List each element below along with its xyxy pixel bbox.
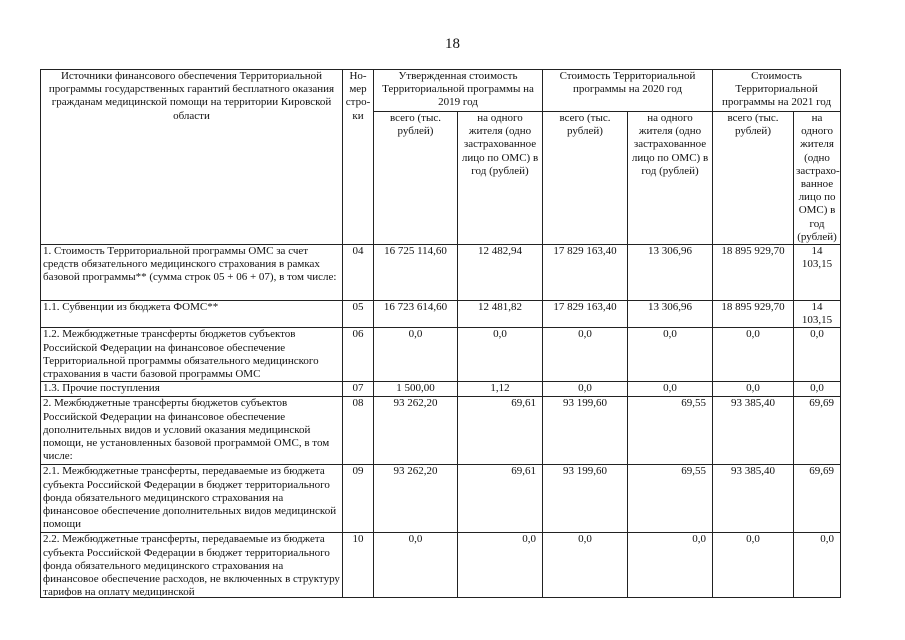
per-capita-2019: 12 481,82 <box>458 301 543 328</box>
header-period-2019: Утвержденная стоимость Территориальной программы на 2019 год <box>374 70 543 112</box>
header-total-2019: всего (тыс. рублей) <box>374 112 458 245</box>
header-row-1 <box>41 70 841 112</box>
per-capita-2021: 69,69 <box>794 465 841 533</box>
per-capita-2020: 0,0 <box>628 328 713 382</box>
row-source: 2. Межбюджетные трансферты бюджетов субъектов Российской Федерации на финансовое обеспечение дополнительных видов и условий оказания медицинской помощи, не установленных базовой программой ОМС, в том числе: <box>41 397 343 465</box>
header-row-number: Но-мер стро-ки <box>343 70 374 245</box>
total-2019: 16 725 114,60 <box>374 245 458 301</box>
row-source: 2.1. Межбюджетные трансферты, передаваемые из бюджета субъекта Российской Федерации в бюджет территориального фонда обязательного медицинского страхования на финансовое обеспечение дополнительных видов медицинской помощи <box>41 465 343 533</box>
header-total-2020: всего (тыс. рублей) <box>543 112 628 245</box>
row-code: 08 <box>343 397 374 465</box>
header-per-capita-2020: на одного жителя (одно застрахованное лицо по ОМС) в год (рублей) <box>628 112 713 245</box>
total-2020: 0,0 <box>543 328 628 382</box>
row-source <box>41 533 343 598</box>
per-capita-2021: 69,69 <box>794 397 841 465</box>
total-2019: 0,0 <box>374 533 458 598</box>
per-capita-2020: 13 306,96 <box>628 245 713 301</box>
header-per-capita-2019: на одного жителя (одно застрахованное лицо по ОМС) в год (рублей) <box>458 112 543 245</box>
total-2021: 93 385,40 <box>713 397 794 465</box>
total-2020: 93 199,60 <box>543 465 628 533</box>
total-2021: 0,0 <box>713 533 794 598</box>
row-code: 05 <box>343 301 374 328</box>
total-2020: 93 199,60 <box>543 397 628 465</box>
row-code: 07 <box>343 382 374 397</box>
row-source-text: 2.2. Межбюджетные трансферты, передаваемые из бюджета субъекта Российской Федерации в бюджет территориального фонда обязательного медицинского страхования на финансовое обеспечение расходов, не включенных в структуру тарифов на оплату медицинской <box>43 533 340 597</box>
per-capita-2019: 0,0 <box>458 328 543 382</box>
total-2021: 18 895 929,70 <box>713 301 794 328</box>
table-row <box>41 397 841 465</box>
header-period-2021: Стоимость Территориальной программы на 2021 год <box>713 70 841 112</box>
per-capita-2020: 0,0 <box>628 533 713 598</box>
per-capita-2020: 13 306,96 <box>628 301 713 328</box>
row-code: 10 <box>343 533 374 598</box>
row-source: 1.2. Межбюджетные трансферты бюджетов субъектов Российской Федерации на финансовое обеспечение Территориальной программы обязательного медицинского страхования в части базовой программы ОМС <box>41 328 343 382</box>
table-row <box>41 245 841 301</box>
page-number: 18 <box>445 36 460 52</box>
row-code: 06 <box>343 328 374 382</box>
total-2020: 0,0 <box>543 382 628 397</box>
total-2019: 0,0 <box>374 328 458 382</box>
per-capita-2019: 1,12 <box>458 382 543 397</box>
per-capita-2019: 12 482,94 <box>458 245 543 301</box>
header-period-2020: Стоимость Территориальной программы на 2020 год <box>543 70 713 112</box>
per-capita-2021: 14 103,15 <box>794 301 841 328</box>
table-row <box>41 328 841 382</box>
row-source: 1.3. Прочие поступления <box>41 382 343 397</box>
per-capita-2021: 0,0 <box>794 328 841 382</box>
table-row <box>41 465 841 533</box>
header-total-2021: всего (тыс. рублей) <box>713 112 794 245</box>
per-capita-2020: 0,0 <box>628 382 713 397</box>
table-row <box>41 301 841 328</box>
total-2020: 17 829 163,40 <box>543 301 628 328</box>
financing-sources-table <box>40 69 841 598</box>
per-capita-2021: 0,0 <box>794 533 841 598</box>
total-2021: 0,0 <box>713 382 794 397</box>
row-code: 09 <box>343 465 374 533</box>
total-2020: 0,0 <box>543 533 628 598</box>
per-capita-2021: 14 103,15 <box>794 245 841 301</box>
total-2019: 93 262,20 <box>374 465 458 533</box>
row-code: 04 <box>343 245 374 301</box>
total-2020: 17 829 163,40 <box>543 245 628 301</box>
per-capita-2019: 0,0 <box>458 533 543 598</box>
row-source: 1. Стоимость Территориальной программы ОМС за счет средств обязательного медицинского страхования в рамках базовой программы** (сумма строк 05 + 06 + 07), в том числе: <box>41 245 343 301</box>
table-row <box>41 533 841 598</box>
total-2021: 0,0 <box>713 328 794 382</box>
per-capita-2020: 69,55 <box>628 397 713 465</box>
total-2021: 93 385,40 <box>713 465 794 533</box>
row-source: 1.1. Субвенции из бюджета ФОМС** <box>41 301 343 328</box>
total-2021: 18 895 929,70 <box>713 245 794 301</box>
per-capita-2019: 69,61 <box>458 465 543 533</box>
total-2019: 1 500,00 <box>374 382 458 397</box>
header-per-capita-2021: на одного жителя (одно застрахо-ванное лицо по ОМС) в год (рублей) <box>794 112 841 245</box>
per-capita-2021: 0,0 <box>794 382 841 397</box>
header-source: Источники финансового обеспечения Территориальной программы государственных гарантий бесплатного оказания гражданам медицинской помощи на территории Кировской области <box>41 70 343 245</box>
table-row <box>41 382 841 397</box>
per-capita-2020: 69,55 <box>628 465 713 533</box>
total-2019: 93 262,20 <box>374 397 458 465</box>
total-2019: 16 723 614,60 <box>374 301 458 328</box>
per-capita-2019: 69,61 <box>458 397 543 465</box>
